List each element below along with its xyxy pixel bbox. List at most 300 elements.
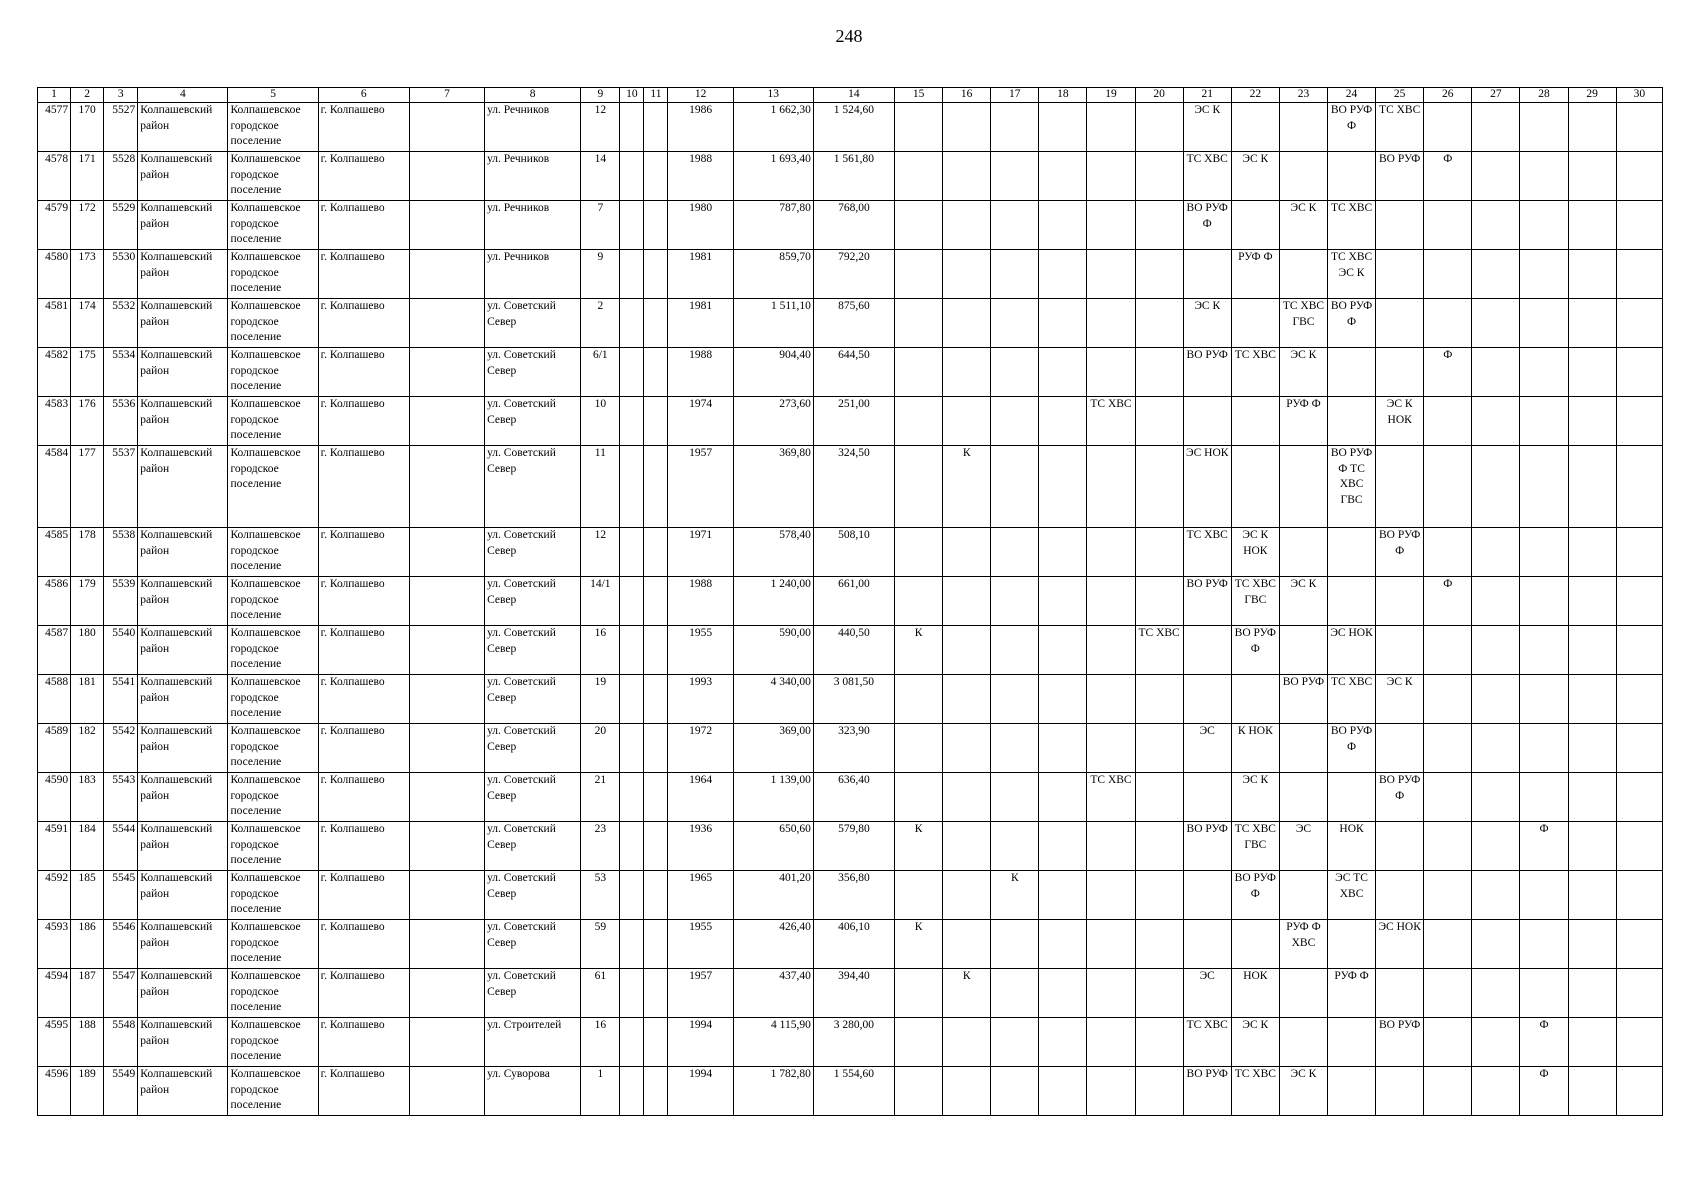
table-row xyxy=(38,528,1663,577)
table-cell-col-29 xyxy=(1568,201,1616,250)
table-cell-col-4: Колпашевский район xyxy=(138,152,228,201)
table-cell-col-2: 188 xyxy=(71,1018,104,1067)
table-cell-col-17 xyxy=(991,1067,1039,1116)
table-cell-col-13: 1 240,00 xyxy=(733,577,813,626)
table-cell-col-17: К xyxy=(991,871,1039,920)
table-cell-col-10 xyxy=(620,250,644,299)
table-cell-col-7 xyxy=(409,822,484,871)
table-cell-col-27 xyxy=(1472,152,1520,201)
table-cell-col-17 xyxy=(991,1018,1039,1067)
table-cell-col-20 xyxy=(1135,724,1183,773)
table-cell-col-8: ул. Советский Север xyxy=(485,397,581,446)
table-cell-col-14: 394,40 xyxy=(813,969,894,1018)
table-cell-col-8: ул. Советский Север xyxy=(485,626,581,675)
table-cell-col-21: ТС ХВС xyxy=(1183,1018,1231,1067)
table-cell-col-1: 4581 xyxy=(38,299,71,348)
table-cell-col-3: 5543 xyxy=(104,773,138,822)
table-cell-col-1: 4586 xyxy=(38,577,71,626)
table-cell-col-9: 21 xyxy=(581,773,620,822)
table-cell-col-15 xyxy=(895,1067,943,1116)
table-cell-col-26 xyxy=(1424,773,1472,822)
table-cell-col-5: Колпашевское городское поселение xyxy=(228,822,318,871)
table-cell-col-10 xyxy=(620,675,644,724)
table-cell-col-3: 5528 xyxy=(104,152,138,201)
table-cell-col-3: 5540 xyxy=(104,626,138,675)
table-cell-col-25 xyxy=(1376,348,1424,397)
table-cell-col-16 xyxy=(943,675,991,724)
table-cell-col-8: ул. Советский Север xyxy=(485,871,581,920)
table-cell-col-4: Колпашевский район xyxy=(138,250,228,299)
table-cell-col-24 xyxy=(1328,397,1376,446)
table-cell-col-11 xyxy=(644,724,668,773)
table-cell-col-12: 1955 xyxy=(668,626,733,675)
table-cell-col-13: 787,80 xyxy=(733,201,813,250)
table-cell-col-20 xyxy=(1135,577,1183,626)
table-cell-col-4: Колпашевский район xyxy=(138,773,228,822)
table-cell-col-2: 189 xyxy=(71,1067,104,1116)
table-cell-col-11 xyxy=(644,920,668,969)
table-cell-col-6: г. Колпашево xyxy=(318,626,409,675)
table-cell-col-26 xyxy=(1424,1018,1472,1067)
column-header-26: 26 xyxy=(1424,88,1472,103)
table-cell-col-18 xyxy=(1039,397,1087,446)
table-cell-col-8: ул. Советский Север xyxy=(485,299,581,348)
table-cell-col-21: ЭС xyxy=(1183,724,1231,773)
table-cell-col-29 xyxy=(1568,528,1616,577)
table-cell-col-5: Колпашевское городское поселение xyxy=(228,152,318,201)
table-cell-col-12: 1994 xyxy=(668,1067,733,1116)
table-cell-col-3: 5529 xyxy=(104,201,138,250)
table-cell-col-14: 3 081,50 xyxy=(813,675,894,724)
table-cell-col-4: Колпашевский район xyxy=(138,969,228,1018)
table-cell-col-24 xyxy=(1328,577,1376,626)
table-cell-col-16 xyxy=(943,1067,991,1116)
table-cell-col-21: ВО РУФ xyxy=(1183,577,1231,626)
table-cell-col-11 xyxy=(644,446,668,528)
column-header-8: 8 xyxy=(485,88,581,103)
table-cell-col-29 xyxy=(1568,250,1616,299)
table-cell-col-25: ЭС К НОК xyxy=(1376,397,1424,446)
table-cell-col-28: Ф xyxy=(1520,822,1568,871)
table-cell-col-3: 5537 xyxy=(104,446,138,528)
table-cell-col-26 xyxy=(1424,1067,1472,1116)
table-cell-col-3: 5547 xyxy=(104,969,138,1018)
table-cell-col-14: 661,00 xyxy=(813,577,894,626)
table-cell-col-10 xyxy=(620,724,644,773)
table-row xyxy=(38,250,1663,299)
table-cell-col-13: 273,60 xyxy=(733,397,813,446)
table-cell-col-30 xyxy=(1616,969,1662,1018)
table-cell-col-3: 5546 xyxy=(104,920,138,969)
table-cell-col-30 xyxy=(1616,577,1662,626)
column-header-18: 18 xyxy=(1039,88,1087,103)
table-cell-col-10 xyxy=(620,1018,644,1067)
table-cell-col-30 xyxy=(1616,871,1662,920)
table-cell-col-7 xyxy=(409,103,484,152)
table-cell-col-2: 183 xyxy=(71,773,104,822)
table-cell-col-23 xyxy=(1279,773,1327,822)
table-cell-col-20 xyxy=(1135,822,1183,871)
table-cell-col-4: Колпашевский район xyxy=(138,675,228,724)
table-cell-col-22: ЭС К xyxy=(1231,773,1279,822)
table-cell-col-30 xyxy=(1616,724,1662,773)
table-cell-col-17 xyxy=(991,446,1039,528)
table-cell-col-13: 1 662,30 xyxy=(733,103,813,152)
table-cell-col-2: 185 xyxy=(71,871,104,920)
table-cell-col-24: НОК xyxy=(1328,822,1376,871)
table-cell-col-25 xyxy=(1376,201,1424,250)
table-cell-col-4: Колпашевский район xyxy=(138,528,228,577)
column-header-21: 21 xyxy=(1183,88,1231,103)
table-cell-col-15 xyxy=(895,773,943,822)
table-cell-col-25 xyxy=(1376,822,1424,871)
table-cell-col-22 xyxy=(1231,201,1279,250)
table-cell-col-18 xyxy=(1039,724,1087,773)
table-cell-col-26: Ф xyxy=(1424,348,1472,397)
table-cell-col-9: 9 xyxy=(581,250,620,299)
table-cell-col-4: Колпашевский район xyxy=(138,299,228,348)
table-cell-col-25 xyxy=(1376,724,1424,773)
table-cell-col-10 xyxy=(620,577,644,626)
table-cell-col-20 xyxy=(1135,201,1183,250)
table-cell-col-9: 16 xyxy=(581,626,620,675)
table-row xyxy=(38,577,1663,626)
table-cell-col-17 xyxy=(991,626,1039,675)
table-cell-col-23: ВО РУФ xyxy=(1279,675,1327,724)
table-cell-col-1: 4589 xyxy=(38,724,71,773)
table-cell-col-17 xyxy=(991,528,1039,577)
table-cell-col-12: 1988 xyxy=(668,577,733,626)
table-cell-col-17 xyxy=(991,724,1039,773)
table-cell-col-15 xyxy=(895,577,943,626)
table-cell-col-19 xyxy=(1087,577,1135,626)
table-cell-col-27 xyxy=(1472,446,1520,528)
table-cell-col-7 xyxy=(409,871,484,920)
table-cell-col-5: Колпашевское городское поселение xyxy=(228,675,318,724)
table-cell-col-29 xyxy=(1568,773,1616,822)
table-cell-col-6: г. Колпашево xyxy=(318,446,409,528)
table-cell-col-16 xyxy=(943,822,991,871)
table-cell-col-7 xyxy=(409,626,484,675)
table-cell-col-11 xyxy=(644,348,668,397)
table-cell-col-2: 174 xyxy=(71,299,104,348)
table-cell-col-5: Колпашевское городское поселение xyxy=(228,250,318,299)
table-cell-col-6: г. Колпашево xyxy=(318,299,409,348)
table-cell-col-21: ТС ХВС xyxy=(1183,152,1231,201)
table-cell-col-23: ЭС К xyxy=(1279,201,1327,250)
table-cell-col-6: г. Колпашево xyxy=(318,528,409,577)
table-cell-col-14: 579,80 xyxy=(813,822,894,871)
table-cell-col-11 xyxy=(644,626,668,675)
table-cell-col-19 xyxy=(1087,675,1135,724)
table-cell-col-28 xyxy=(1520,577,1568,626)
table-cell-col-6: г. Колпашево xyxy=(318,577,409,626)
table-cell-col-19: ТС ХВС xyxy=(1087,773,1135,822)
table-cell-col-4: Колпашевский район xyxy=(138,724,228,773)
table-cell-col-2: 186 xyxy=(71,920,104,969)
table-cell-col-5: Колпашевское городское поселение xyxy=(228,103,318,152)
table-cell-col-7 xyxy=(409,446,484,528)
table-cell-col-30 xyxy=(1616,773,1662,822)
table-cell-col-11 xyxy=(644,201,668,250)
table-cell-col-23 xyxy=(1279,528,1327,577)
table-cell-col-26 xyxy=(1424,397,1472,446)
table-cell-col-8: ул. Советский Север xyxy=(485,969,581,1018)
table-cell-col-5: Колпашевское городское поселение xyxy=(228,528,318,577)
table-cell-col-10 xyxy=(620,299,644,348)
table-cell-col-26 xyxy=(1424,446,1472,528)
table-cell-col-22: РУФ Ф xyxy=(1231,250,1279,299)
table-cell-col-20: ТС ХВС xyxy=(1135,626,1183,675)
column-header-3: 3 xyxy=(104,88,138,103)
table-cell-col-18 xyxy=(1039,348,1087,397)
table-cell-col-8: ул. Речников xyxy=(485,152,581,201)
column-header-27: 27 xyxy=(1472,88,1520,103)
table-cell-col-12: 1981 xyxy=(668,299,733,348)
table-cell-col-10 xyxy=(620,152,644,201)
table-cell-col-8: ул. Речников xyxy=(485,250,581,299)
table-cell-col-18 xyxy=(1039,626,1087,675)
table-cell-col-11 xyxy=(644,250,668,299)
table-cell-col-6: г. Колпашево xyxy=(318,822,409,871)
table-cell-col-30 xyxy=(1616,1067,1662,1116)
table-cell-col-1: 4582 xyxy=(38,348,71,397)
table-cell-col-3: 5539 xyxy=(104,577,138,626)
table-cell-col-13: 590,00 xyxy=(733,626,813,675)
table-cell-col-14: 251,00 xyxy=(813,397,894,446)
table-cell-col-25: ВО РУФ xyxy=(1376,152,1424,201)
table-cell-col-11 xyxy=(644,773,668,822)
table-cell-col-8: ул. Речников xyxy=(485,103,581,152)
table-cell-col-12: 1993 xyxy=(668,675,733,724)
table-cell-col-8: ул. Советский Север xyxy=(485,446,581,528)
table-cell-col-12: 1971 xyxy=(668,528,733,577)
table-cell-col-1: 4580 xyxy=(38,250,71,299)
table-cell-col-19 xyxy=(1087,871,1135,920)
table-cell-col-1: 4588 xyxy=(38,675,71,724)
table-cell-col-2: 182 xyxy=(71,724,104,773)
table-cell-col-30 xyxy=(1616,528,1662,577)
table-cell-col-6: г. Колпашево xyxy=(318,103,409,152)
table-cell-col-25 xyxy=(1376,1067,1424,1116)
table-cell-col-7 xyxy=(409,348,484,397)
table-cell-col-2: 173 xyxy=(71,250,104,299)
table-cell-col-14: 356,80 xyxy=(813,871,894,920)
table-cell-col-14: 1 524,60 xyxy=(813,103,894,152)
table-cell-col-25 xyxy=(1376,969,1424,1018)
table-cell-col-16: К xyxy=(943,969,991,1018)
table-cell-col-26 xyxy=(1424,201,1472,250)
table-cell-col-12: 1965 xyxy=(668,871,733,920)
table-cell-col-21: ЭС НОК xyxy=(1183,446,1231,528)
table-cell-col-6: г. Колпашево xyxy=(318,969,409,1018)
table-cell-col-19 xyxy=(1087,626,1135,675)
table-cell-col-15 xyxy=(895,348,943,397)
table-cell-col-10 xyxy=(620,969,644,1018)
table-cell-col-4: Колпашевский район xyxy=(138,201,228,250)
table-cell-col-20 xyxy=(1135,528,1183,577)
table-cell-col-28 xyxy=(1520,626,1568,675)
table-cell-col-11 xyxy=(644,871,668,920)
table-cell-col-6: г. Колпашево xyxy=(318,152,409,201)
table-cell-col-25: ТС ХВС xyxy=(1376,103,1424,152)
table-cell-col-25: ВО РУФ Ф xyxy=(1376,528,1424,577)
table-cell-col-23: ЭС К xyxy=(1279,1067,1327,1116)
table-cell-col-4: Колпашевский район xyxy=(138,920,228,969)
table-cell-col-26 xyxy=(1424,103,1472,152)
table-cell-col-8: ул. Советский Север xyxy=(485,822,581,871)
table-cell-col-20 xyxy=(1135,397,1183,446)
column-header-14: 14 xyxy=(813,88,894,103)
table-cell-col-5: Колпашевское городское поселение xyxy=(228,1018,318,1067)
table-cell-col-21: ТС ХВС xyxy=(1183,528,1231,577)
table-cell-col-27 xyxy=(1472,577,1520,626)
table-cell-col-2: 179 xyxy=(71,577,104,626)
table-cell-col-15: К xyxy=(895,920,943,969)
table-cell-col-4: Колпашевский район xyxy=(138,822,228,871)
table-cell-col-5: Колпашевское городское поселение xyxy=(228,871,318,920)
table-cell-col-20 xyxy=(1135,152,1183,201)
table-cell-col-4: Колпашевский район xyxy=(138,626,228,675)
table-row xyxy=(38,626,1663,675)
table-cell-col-28 xyxy=(1520,920,1568,969)
table-cell-col-23 xyxy=(1279,152,1327,201)
table-cell-col-17 xyxy=(991,299,1039,348)
table-row xyxy=(38,1018,1663,1067)
table-cell-col-20 xyxy=(1135,446,1183,528)
table-cell-col-1: 4594 xyxy=(38,969,71,1018)
table-cell-col-14: 644,50 xyxy=(813,348,894,397)
table-cell-col-1: 4591 xyxy=(38,822,71,871)
table-cell-col-17 xyxy=(991,969,1039,1018)
column-header-9: 9 xyxy=(581,88,620,103)
table-cell-col-2: 187 xyxy=(71,969,104,1018)
table-cell-col-8: ул. Советский Север xyxy=(485,773,581,822)
table-cell-col-10 xyxy=(620,397,644,446)
table-cell-col-27 xyxy=(1472,103,1520,152)
table-cell-col-13: 4 340,00 xyxy=(733,675,813,724)
column-header-11: 11 xyxy=(644,88,668,103)
table-cell-col-7 xyxy=(409,528,484,577)
table-cell-col-18 xyxy=(1039,773,1087,822)
table-cell-col-20 xyxy=(1135,250,1183,299)
table-cell-col-29 xyxy=(1568,299,1616,348)
table-cell-col-3: 5549 xyxy=(104,1067,138,1116)
table-cell-col-5: Колпашевское городское поселение xyxy=(228,201,318,250)
table-cell-col-2: 171 xyxy=(71,152,104,201)
table-cell-col-10 xyxy=(620,871,644,920)
table-cell-col-6: г. Колпашево xyxy=(318,348,409,397)
table-cell-col-3: 5542 xyxy=(104,724,138,773)
table-cell-col-19 xyxy=(1087,920,1135,969)
table-cell-col-13: 401,20 xyxy=(733,871,813,920)
table-cell-col-17 xyxy=(991,920,1039,969)
table-cell-col-6: г. Колпашево xyxy=(318,920,409,969)
table-cell-col-21 xyxy=(1183,871,1231,920)
table-cell-col-27 xyxy=(1472,773,1520,822)
table-cell-col-14: 323,90 xyxy=(813,724,894,773)
table-cell-col-2: 176 xyxy=(71,397,104,446)
table-cell-col-23: ЭС К xyxy=(1279,348,1327,397)
table-cell-col-5: Колпашевское городское поселение xyxy=(228,773,318,822)
table-cell-col-20 xyxy=(1135,1067,1183,1116)
table-cell-col-29 xyxy=(1568,822,1616,871)
table-cell-col-2: 180 xyxy=(71,626,104,675)
table-cell-col-15 xyxy=(895,724,943,773)
table-cell-col-1: 4592 xyxy=(38,871,71,920)
table-cell-col-16 xyxy=(943,1018,991,1067)
table-cell-col-16 xyxy=(943,920,991,969)
table-cell-col-27 xyxy=(1472,626,1520,675)
table-cell-col-1: 4585 xyxy=(38,528,71,577)
table-cell-col-23 xyxy=(1279,446,1327,528)
table-cell-col-19 xyxy=(1087,822,1135,871)
table-cell-col-14: 3 280,00 xyxy=(813,1018,894,1067)
table-cell-col-21: ВО РУФ xyxy=(1183,348,1231,397)
table-cell-col-22 xyxy=(1231,299,1279,348)
table-cell-col-18 xyxy=(1039,675,1087,724)
table-cell-col-7 xyxy=(409,250,484,299)
table-cell-col-6: г. Колпашево xyxy=(318,773,409,822)
table-cell-col-28 xyxy=(1520,969,1568,1018)
table-cell-col-18 xyxy=(1039,103,1087,152)
table-cell-col-19 xyxy=(1087,969,1135,1018)
table-cell-col-11 xyxy=(644,528,668,577)
table-cell-col-4: Колпашевский район xyxy=(138,397,228,446)
column-header-24: 24 xyxy=(1328,88,1376,103)
table-cell-col-14: 1 561,80 xyxy=(813,152,894,201)
table-row xyxy=(38,348,1663,397)
table-cell-col-4: Колпашевский район xyxy=(138,1018,228,1067)
table-cell-col-27 xyxy=(1472,201,1520,250)
table-cell-col-18 xyxy=(1039,250,1087,299)
table-cell-col-13: 904,40 xyxy=(733,348,813,397)
table-cell-col-12: 1972 xyxy=(668,724,733,773)
table-cell-col-16 xyxy=(943,250,991,299)
table-cell-col-11 xyxy=(644,822,668,871)
table-cell-col-8: ул. Советский Север xyxy=(485,528,581,577)
table-cell-col-30 xyxy=(1616,299,1662,348)
table-cell-col-29 xyxy=(1568,724,1616,773)
table-cell-col-23: РУФ Ф ХВС xyxy=(1279,920,1327,969)
table-row xyxy=(38,871,1663,920)
table-cell-col-28 xyxy=(1520,773,1568,822)
column-header-13: 13 xyxy=(733,88,813,103)
table-cell-col-11 xyxy=(644,1018,668,1067)
table-cell-col-15 xyxy=(895,299,943,348)
table-cell-col-10 xyxy=(620,348,644,397)
table-cell-col-11 xyxy=(644,969,668,1018)
table-cell-col-1: 4593 xyxy=(38,920,71,969)
column-header-15: 15 xyxy=(895,88,943,103)
table-cell-col-27 xyxy=(1472,397,1520,446)
table-cell-col-3: 5536 xyxy=(104,397,138,446)
table-cell-col-29 xyxy=(1568,626,1616,675)
table-cell-col-23 xyxy=(1279,250,1327,299)
table-cell-col-19 xyxy=(1087,528,1135,577)
table-cell-col-12: 1980 xyxy=(668,201,733,250)
table-cell-col-24 xyxy=(1328,1067,1376,1116)
table-cell-col-11 xyxy=(644,675,668,724)
table-cell-col-23: ЭС xyxy=(1279,822,1327,871)
table-cell-col-5: Колпашевское городское поселение xyxy=(228,348,318,397)
table-cell-col-26 xyxy=(1424,675,1472,724)
table-cell-col-17 xyxy=(991,675,1039,724)
table-cell-col-25 xyxy=(1376,250,1424,299)
table-cell-col-29 xyxy=(1568,969,1616,1018)
table-cell-col-12: 1964 xyxy=(668,773,733,822)
table-cell-col-24: ТС ХВС ЭС К xyxy=(1328,250,1376,299)
